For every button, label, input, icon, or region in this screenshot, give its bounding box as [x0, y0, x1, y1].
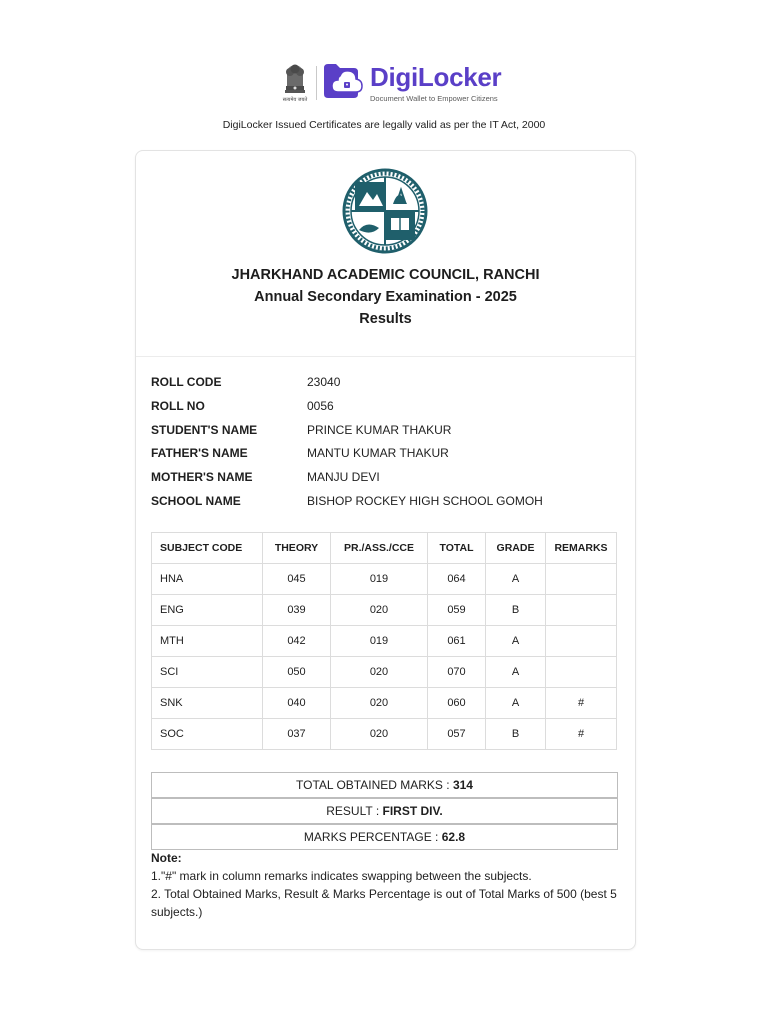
roll-no-label: ROLL NO: [151, 398, 205, 413]
practical-cell: 020: [331, 688, 428, 719]
total-cell: 057: [428, 719, 486, 750]
practical-cell: 020: [331, 595, 428, 626]
percentage-label: MARKS PERCENTAGE :: [303, 830, 442, 844]
total-cell: 070: [428, 657, 486, 688]
theory-cell: 050: [263, 657, 331, 688]
result-label: RESULT :: [326, 804, 383, 818]
grade-cell: A: [486, 657, 546, 688]
remarks-cell: #: [546, 719, 617, 750]
note-line-2: 2. Total Obtained Marks, Result & Marks Percentage is out of Total Marks of 500 (best 5 subjects.): [151, 887, 617, 919]
column-header: SUBJECT CODE: [152, 533, 263, 564]
total-cell: 061: [428, 626, 486, 657]
header-divider: [316, 66, 317, 100]
result-summary: [151, 798, 618, 824]
remarks-cell: [546, 657, 617, 688]
practical-cell: 019: [331, 626, 428, 657]
mother-name-value: MANJU DEVI: [307, 470, 380, 485]
practical-cell: 019: [331, 564, 428, 595]
column-header: THEORY: [263, 533, 331, 564]
total-marks-label: TOTAL OBTAINED MARKS :: [296, 778, 453, 792]
note-section: [151, 849, 621, 921]
subject-code-cell: SNK: [152, 688, 263, 719]
board-name: JHARKHAND ACADEMIC COUNCIL, RANCHI: [231, 267, 540, 283]
table-row: [152, 719, 617, 750]
roll-no-value: 0056: [307, 398, 334, 413]
remarks-cell: [546, 595, 617, 626]
theory-cell: 037: [263, 719, 331, 750]
subject-code-cell: MTH: [152, 626, 263, 657]
roll-code-label: ROLL CODE: [151, 375, 222, 389]
column-header: TOTAL: [428, 533, 486, 564]
student-name-value: PRINCE KUMAR THAKUR: [307, 422, 452, 437]
total-marks-value: 314: [452, 778, 473, 792]
digilocker-brand-name: DigiLocker: [370, 62, 502, 92]
total-cell: 060: [428, 688, 486, 719]
column-header: GRADE: [486, 533, 546, 564]
practical-cell: 020: [331, 719, 428, 750]
certificate-card: [135, 150, 636, 950]
marks-table: [151, 532, 617, 750]
table-row: [152, 626, 617, 657]
column-header: PR./ASS./CCE: [331, 533, 428, 564]
school-name-label: SCHOOL NAME: [151, 493, 241, 508]
percentage-value: 62.8: [441, 830, 466, 844]
column-header: REMARKS: [546, 533, 617, 564]
grade-cell: A: [486, 626, 546, 657]
total-cell: 064: [428, 564, 486, 595]
father-name-value: MANTU KUMAR THAKUR: [307, 446, 449, 461]
note-line-1: 1."#" mark in column remarks indicates swapping between the subjects.: [151, 869, 532, 883]
theory-cell: 039: [263, 595, 331, 626]
marks-table-header: [152, 533, 617, 564]
theory-cell: 040: [263, 688, 331, 719]
total-marks-summary: [151, 772, 618, 798]
digilocker-header: [0, 58, 768, 108]
note-title: Note:: [151, 851, 182, 865]
student-name-label: STUDENT'S NAME: [151, 422, 258, 437]
theory-cell: 042: [263, 626, 331, 657]
table-row: [152, 595, 617, 626]
digilocker-logo-icon: [320, 62, 366, 102]
grade-cell: A: [486, 564, 546, 595]
father-name-label: FATHER'S NAME: [151, 446, 248, 461]
remarks-cell: [546, 626, 617, 657]
percentage-summary: [151, 824, 618, 850]
roll-code-value: 23040: [307, 375, 341, 389]
emblem-caption: सत्यमेव जयते: [282, 97, 308, 103]
total-cell: 059: [428, 595, 486, 626]
legal-validity-notice: DigiLocker Issued Certificates are legally valid as per the IT Act, 2000: [222, 119, 546, 131]
school-name-value: BISHOP ROCKEY HIGH SCHOOL GOMOH: [307, 493, 543, 508]
table-row: [152, 564, 617, 595]
subject-code-cell: ENG: [152, 595, 263, 626]
practical-cell: 020: [331, 657, 428, 688]
remarks-cell: #: [546, 688, 617, 719]
digilocker-tagline: Document Wallet to Empower Citizens: [370, 94, 498, 103]
national-emblem-icon: [278, 60, 312, 104]
result-value: FIRST DIV.: [382, 804, 443, 818]
mother-name-label: MOTHER'S NAME: [151, 470, 253, 485]
card-divider: [136, 356, 635, 357]
document-type: Results: [359, 311, 412, 327]
remarks-cell: [546, 564, 617, 595]
grade-cell: A: [486, 688, 546, 719]
theory-cell: 045: [263, 564, 331, 595]
exam-name: Annual Secondary Examination - 2025: [254, 289, 517, 305]
table-row: [152, 657, 617, 688]
subject-code-cell: HNA: [152, 564, 263, 595]
subject-code-cell: SCI: [152, 657, 263, 688]
grade-cell: B: [486, 719, 546, 750]
jac-seal-icon: [341, 168, 429, 254]
grade-cell: B: [486, 595, 546, 626]
table-row: [152, 688, 617, 719]
subject-code-cell: SOC: [152, 719, 263, 750]
